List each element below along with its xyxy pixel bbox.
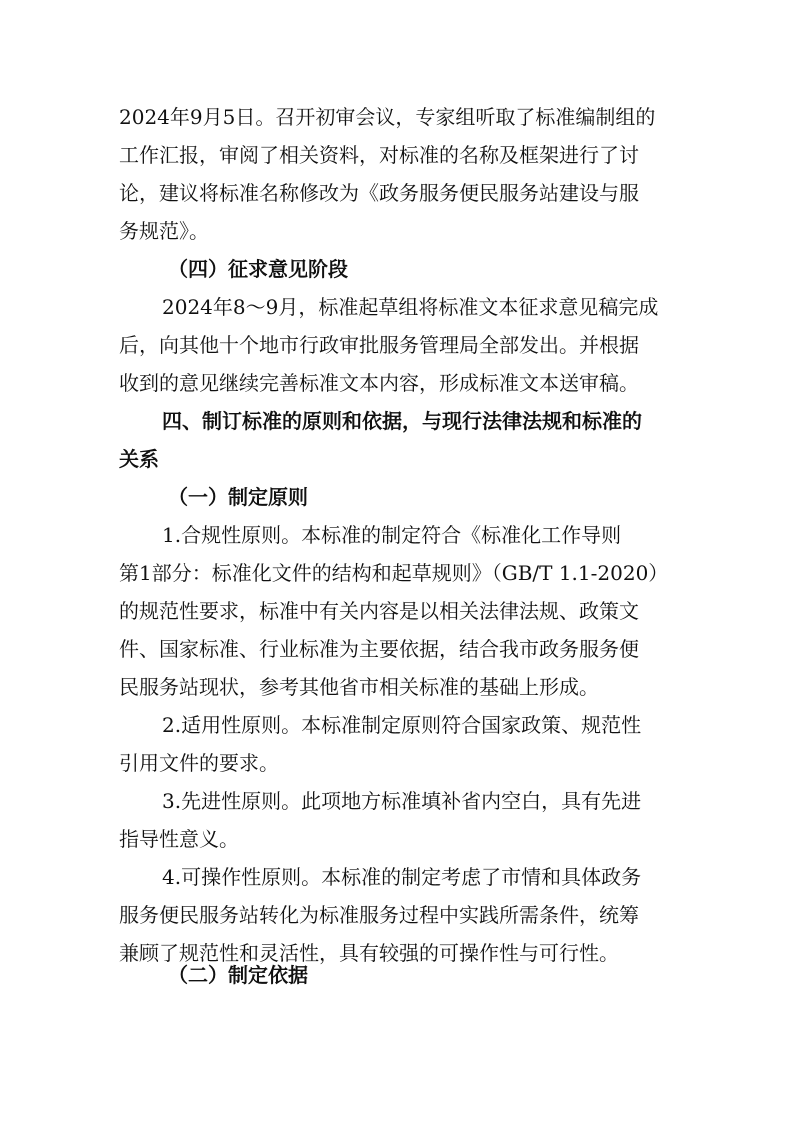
paragraph-line: 件、国家标准、行业标准为主要依据，结合我市政务服务便: [119, 637, 639, 661]
paragraph-line: 指导性意义。: [119, 827, 239, 851]
paragraph-line: 工作汇报，审阅了相关资料，对标准的名称及框架进行了讨: [119, 143, 639, 167]
paragraph-line: 第1部分：标准化文件的结构和起草规则》（GB/T 1.1-2020）: [119, 561, 669, 585]
paragraph-line: 后，向其他十个地市行政审批服务管理局全部发出。并根据: [119, 333, 639, 357]
paragraph-line: 4.可操作性原则。本标准的制定考虑了市情和具体政务: [162, 865, 642, 889]
paragraph-line: 论，建议将标准名称修改为《政务服务便民服务站建设与服: [119, 181, 639, 205]
paragraph-line: 服务便民服务站转化为标准服务过程中实践所需条件，统筹: [119, 903, 639, 927]
section-heading: （四）征求意见阶段: [168, 257, 348, 281]
paragraph-line: 3.先进性原则。此项地方标准填补省内空白，具有先进: [162, 789, 642, 813]
paragraph-line: 收到的意见继续完善标准文本内容，形成标准文本送审稿。: [119, 371, 639, 395]
paragraph-line: 2.适用性原则。本标准制定原则符合国家政策、规范性: [162, 713, 642, 737]
paragraph-line: 民服务站现状，参考其他省市相关标准的基础上形成。: [119, 675, 599, 699]
paragraph-line: 1.合规性原则。本标准的制定符合《标准化工作导则: [162, 523, 622, 547]
section-heading: （一）制定原则: [168, 485, 308, 509]
paragraph-line: 引用文件的要求。: [119, 751, 279, 775]
section-heading: （二）制定依据: [168, 963, 308, 987]
paragraph-line: 2024年9月5日。召开初审会议，专家组听取了标准编制组的: [119, 105, 656, 129]
paragraph-line: 兼顾了规范性和灵活性，具有较强的可操作性与可行性。: [119, 941, 619, 965]
paragraph-line: 2024年8～9月，标准起草组将标准文本征求意见稿完成: [162, 295, 659, 319]
chapter-heading: 四、制订标准的原则和依据，与现行法律法规和标准的: [162, 409, 642, 433]
paragraph-line: 务规范》。: [119, 219, 209, 243]
paragraph-line: 的规范性要求，标准中有关内容是以相关法律法规、政策文: [119, 599, 639, 623]
chapter-heading-continued: 关系: [119, 447, 159, 471]
